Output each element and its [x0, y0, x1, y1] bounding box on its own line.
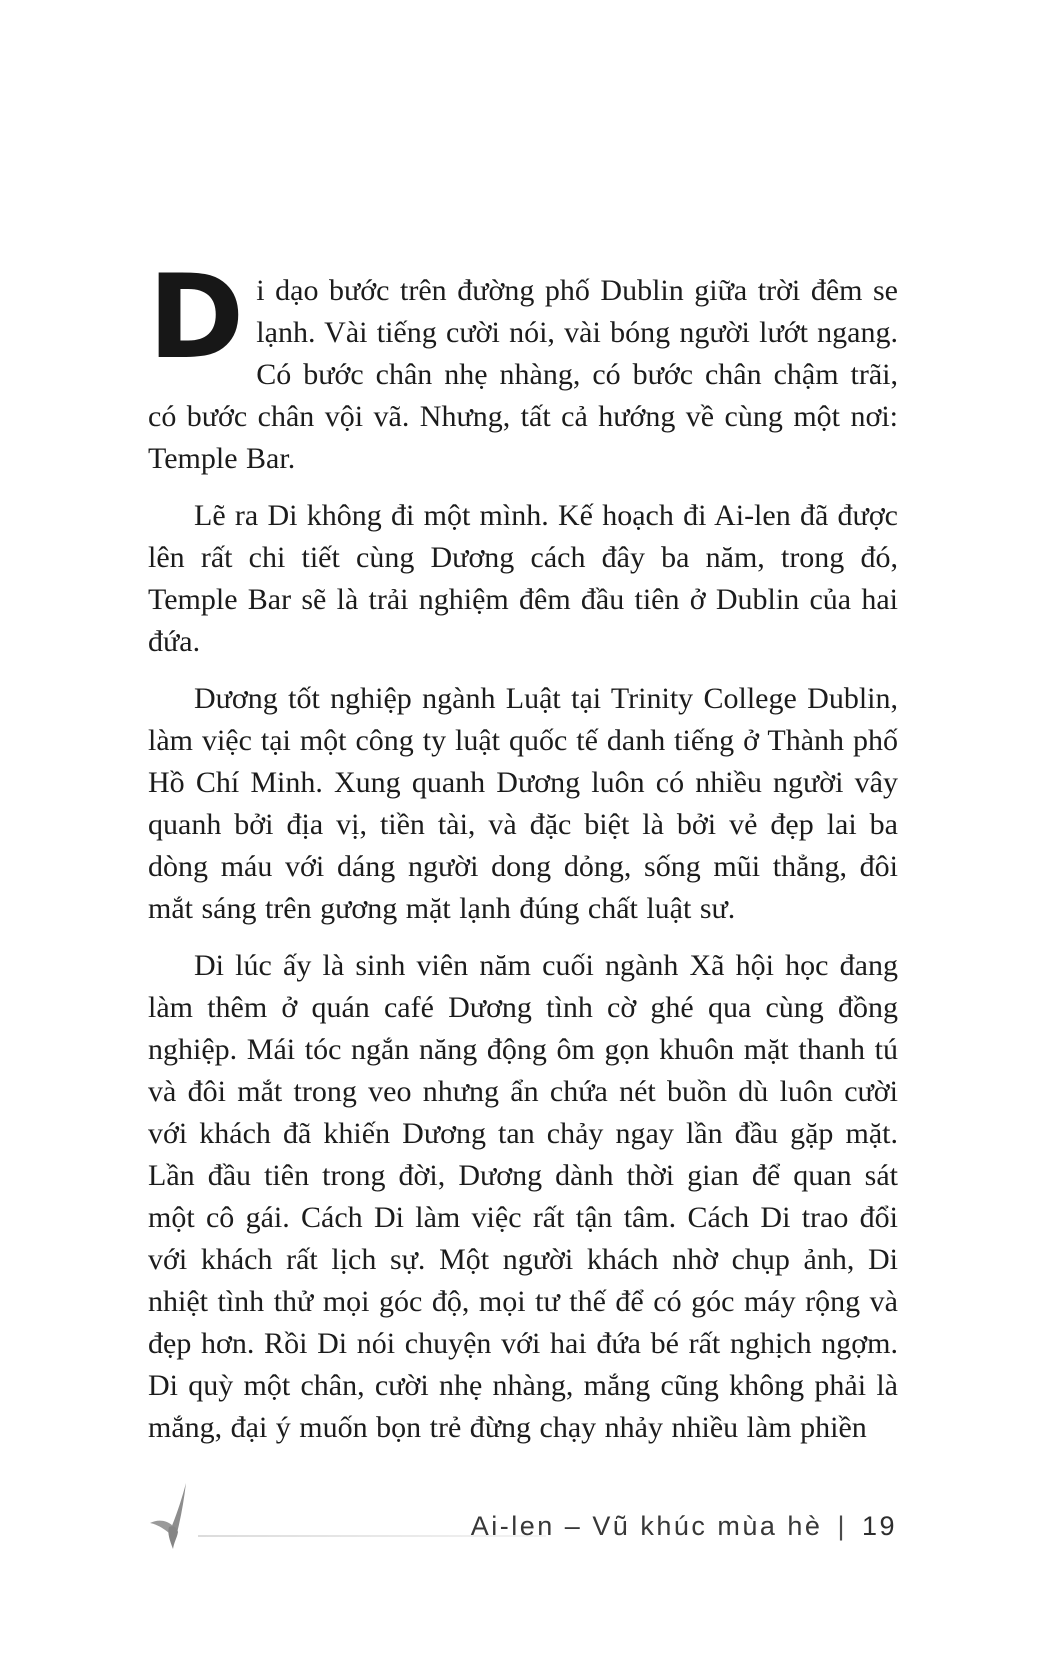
paragraph: Di lúc ấy là sinh viên năm cuối ngành Xã hội học đang làm thêm ở quán café Dương tình cờ ghé qua cùng đồng nghiệp. Mái tóc ngắn năng động ôm gọn khuôn mặt thanh tú và đôi mắt trong veo nhưng ẩn chứa nét buồn dù luôn cười với khách đã khiến Dương tan chảy ngay lần đầu gặp mặt. Lần đầu tiên trong đời, Dương dành thời gian để quan sát một cô gái. Cách Di làm việc rất tận tâm. Cách Di trao đổi với khách rất lịch sự. Một người khách nhờ chụp ảnh, Di nhiệt tình thử mọi góc độ, mọi tư thế để có góc máy rộng và đẹp hơn. Rồi Di nói chuyện với hai đứa bé rất nghịch ngợm. Di quỳ một chân, cười nhẹ nhàng, mắng cũng không phải là mắng, đại ý muốn bọn trẻ đừng chạy nhảy nhiều làm phiền	[148, 949, 898, 1444]
body-text-block	[148, 250, 898, 1464]
page-number: 19	[861, 1511, 897, 1541]
paragraph-text: i dạo bước trên đường phố Dublin giữa trời đêm se lạnh. Vài tiếng cười nói, vài bóng người lướt ngang. Có bước chân nhẹ nhàng, có bước chân chậm trãi, có bước chân vội vã. Nhưng, tất cả hướng về cùng một nơi: Temple Bar.	[148, 274, 898, 475]
paragraph: Lẽ ra Di không đi một mình. Kế hoạch đi Ai-len đã được lên rất chi tiết cùng Dương cách đây ba năm, trong đó, Temple Bar sẽ là trải nghiệm đêm đầu tiên ở Dublin của hai đứa.	[148, 499, 898, 658]
paragraph	[148, 250, 898, 480]
bird-icon	[150, 1483, 202, 1551]
footer-text	[471, 1511, 897, 1542]
dropcap-letter: D	[148, 250, 245, 385]
paragraph: Dương tốt nghiệp ngành Luật tại Trinity College Dublin, làm việc tại một công ty luật quốc tế danh tiếng ở Thành phố Hồ Chí Minh. Xung quanh Dương luôn có nhiều người vây quanh bởi địa vị, tiền tài, và đặc biệt là bởi vẻ đẹp lai ba dòng máu với dáng người dong dỏng, sống mũi thẳng, đôi mắt sáng trên gương mặt lạnh đúng chất luật sư.	[148, 682, 898, 925]
book-title: Ai-len – Vũ khúc mùa hè	[470, 1511, 823, 1541]
footer-separator: |	[837, 1511, 847, 1541]
page-footer	[0, 1475, 1048, 1565]
